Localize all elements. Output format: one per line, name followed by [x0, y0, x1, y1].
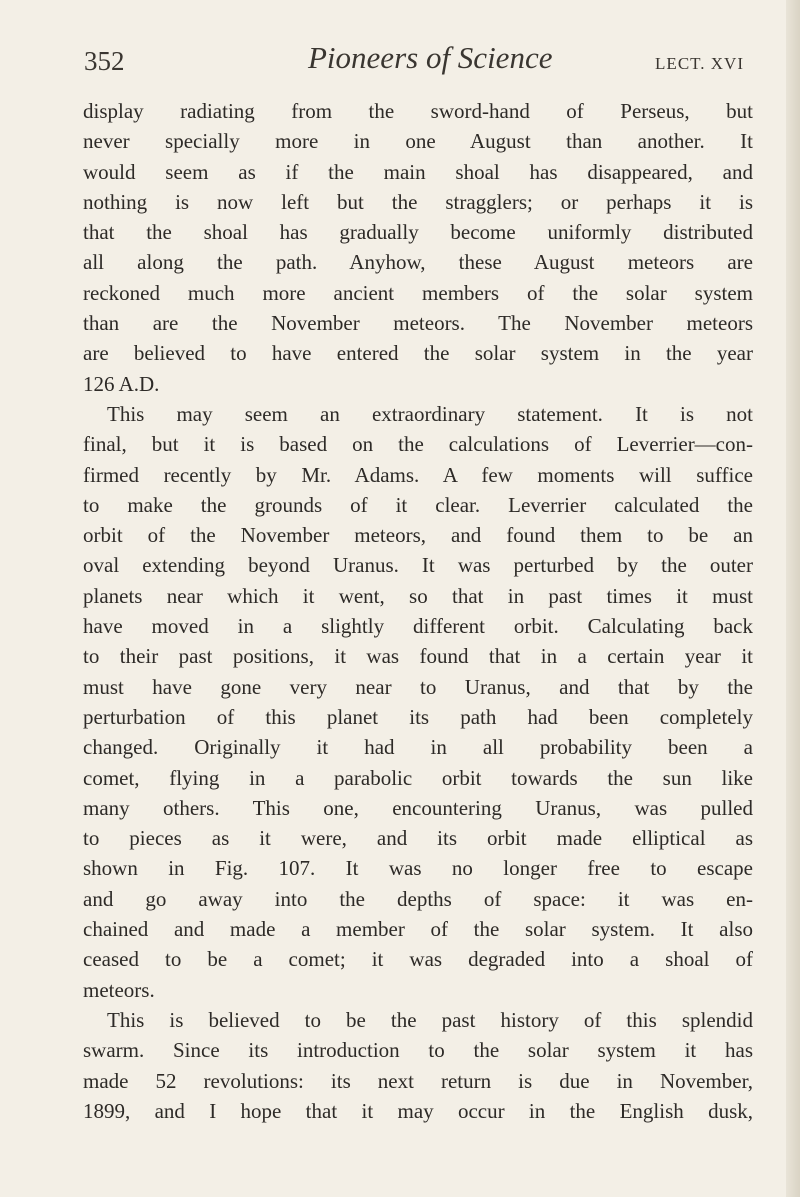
- text-line: 1899, and I hope that it may occur in the English dusk,: [83, 1098, 753, 1123]
- lecture-number: LECT. XVI: [655, 54, 744, 73]
- text-line: display radiating from the sword-hand of Perseus, but: [83, 99, 753, 123]
- text-line: orbit of the November meteors, and found them to be an: [83, 523, 753, 548]
- text-line: nothing is now left but the stragglers; or perhaps it is: [83, 189, 753, 214]
- text-line: firmed recently by Mr. Adams. A few moments will suffice: [83, 462, 753, 487]
- text-line: final, but it is based on the calculations of Leverrier—con-: [83, 432, 753, 457]
- text-line: comet, flying in a parabolic orbit towards the sun like: [83, 765, 753, 790]
- text-line: planets near which it went, so that in past times it must: [83, 583, 753, 608]
- text-line: chained and made a member of the solar system. It also: [83, 917, 753, 942]
- text-line: made 52 revolutions: its next return is due in November,: [83, 1068, 753, 1093]
- text-line: ceased to be a comet; it was degraded into a shoal of: [83, 947, 753, 972]
- text-line: must have gone very near to Uranus, and that by the: [83, 674, 753, 699]
- text-line: all along the path. Anyhow, these August meteors are: [83, 250, 753, 275]
- text-line: many others. This one, encountering Uranus, was pulled: [83, 795, 753, 820]
- text-line: changed. Originally it had in all probability been a: [83, 735, 753, 760]
- page-header: [84, 40, 744, 84]
- text-line: to pieces as it were, and its orbit made elliptical as: [83, 826, 753, 851]
- text-line: meteors.: [83, 977, 155, 1002]
- page-number: 352: [84, 46, 125, 76]
- running-title: Pioneers of Science: [308, 40, 553, 75]
- text-line: shown in Fig. 107. It was no longer free to escape: [83, 856, 753, 881]
- paragraph-start-line: This is believed to be the past history of this splendid: [107, 1007, 753, 1032]
- text-line: perturbation of this planet its path had been completely: [83, 704, 753, 729]
- text-line: swarm. Since its introduction to the solar system it has: [83, 1038, 753, 1063]
- text-line: and go away into the depths of space: it was en-: [83, 886, 753, 911]
- text-line: never specially more in one August than another. It: [83, 129, 753, 154]
- text-line: that the shoal has gradually become uniformly distributed: [83, 220, 753, 245]
- text-line: 126 A.D.: [83, 371, 160, 396]
- page-edge: [786, 0, 800, 1197]
- paragraph-start-line: This may seem an extraordinary statement. It is not: [107, 401, 753, 426]
- text-line: oval extending beyond Uranus. It was perturbed by the outer: [83, 553, 753, 578]
- text-line: to make the grounds of it clear. Leverrier calculated the: [83, 492, 753, 517]
- text-line: reckoned much more ancient members of the solar system: [83, 280, 753, 305]
- body-text: [83, 96, 753, 1126]
- text-line: are believed to have entered the solar system in the year: [83, 341, 753, 366]
- text-line: would seem as if the main shoal has disappeared, and: [83, 159, 753, 184]
- text-line: to their past positions, it was found that in a certain year it: [83, 644, 753, 669]
- text-line: than are the November meteors. The November meteors: [83, 311, 753, 336]
- text-line: have moved in a slightly different orbit. Calculating back: [83, 614, 753, 639]
